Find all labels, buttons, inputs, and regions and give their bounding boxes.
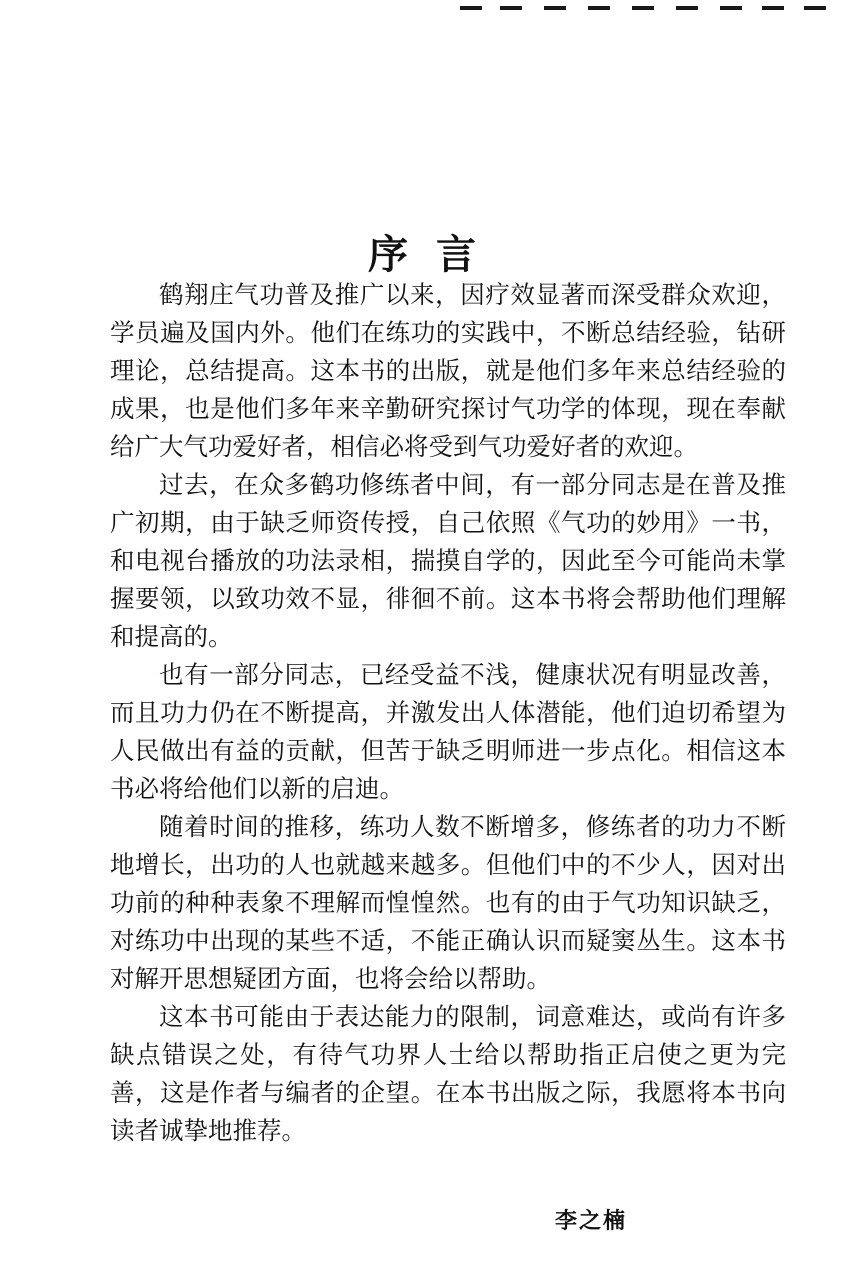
paragraph: 也有一部分同志，已经受益不浅，健康状况有明显改善，而且功力仍在不断提高，并激发出人体潜能，他们迫切希望为人民做出有益的贡献，但苦于缺乏明师进一步点化。相信这本书必将给他们以新的启迪。 [110,660,786,803]
paragraph: 鹤翔庄气功普及推广以来，因疗效显著而深受群众欢迎，学员遍及国内外。他们在练功的实践中，不断总结经验，钻研理论，总结提高。这本书的出版，就是他们多年来总结经验的成果，也是他们多年来辛勤研究探讨气功学的体现，现在奉献给广大气功爱好者，相信必将受到气功爱好者的欢迎。 [110,280,786,461]
dash-mark [720,6,742,10]
dash-mark [588,6,610,10]
dash-mark [762,6,784,10]
dash-mark [544,6,566,10]
dash-mark [804,6,826,10]
dash-mark [500,6,522,10]
paragraph: 随着时间的推移，练功人数不断增多，修练者的功力不断地增长，出功的人也就越来越多。但他们中的不少人，因对出功前的种种表象不理解而惶惶然。也有的由于气功知识缺乏，对练功中出现的某些不适，不能正确认识而疑窦丛生。这本书对解开思想疑团方面，也将会给以帮助。 [110,812,786,993]
preface-body [110,276,786,1150]
author-signature: 李之楠 [555,1208,628,1234]
dash-mark [676,6,698,10]
dash-mark [632,6,654,10]
paragraph: 过去，在众多鹤功修练者中间，有一部分同志是在普及推广初期，由于缺乏师资传授，自己依照《气功的妙用》一书，和电视台播放的功法录相，揣摸自学的，因此至今可能尚未掌握要领，以致功效不显，徘徊不前。这本书将会帮助他们理解和提高的。 [110,470,786,651]
paragraph: 这本书可能由于表达能力的限制，词意难达，或尚有许多缺点错误之处，有待气功界人士给以帮助指正启使之更为完善，这是作者与编者的企望。在本书出版之际，我愿将本书向读者诚挚地推荐。 [110,1002,786,1145]
page-title: 序言 [368,230,504,278]
dash-mark [460,6,482,10]
